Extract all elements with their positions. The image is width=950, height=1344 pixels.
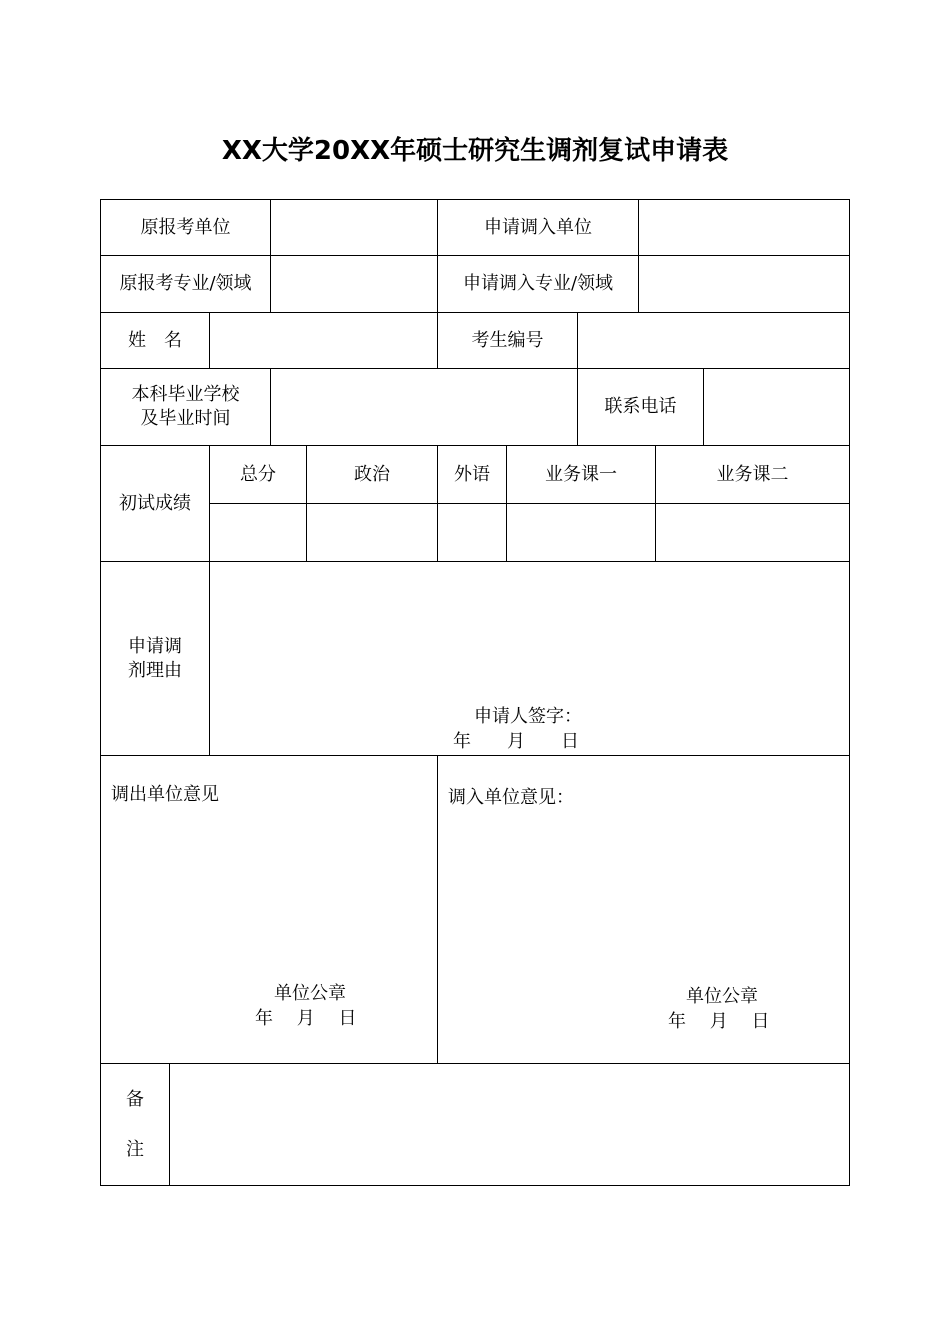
reason-label-line2: 剂理由 [128,659,182,681]
name-label: 姓 名 [128,329,182,351]
score-subject-two-field[interactable] [656,504,849,561]
phone-label: 联系电话 [604,396,677,417]
score-header-total: 总分 [240,463,276,485]
score-header-subject-two: 业务课二 [716,463,789,485]
exam-no-label: 考生编号 [471,329,544,351]
apply-major-label: 申请调入专业/领域 [462,273,614,294]
remark-label-char1: 备 [126,1089,144,1110]
applicant-date: 年 月 日 [453,731,579,752]
apply-major-field[interactable] [639,256,849,312]
page-title: XX大学20XX年硕士研究生调剂复试申请表 [221,136,729,166]
orig-major-field[interactable] [271,256,437,312]
score-label: 初试成绩 [119,492,191,514]
undergrad-label-line2: 及毕业时间 [140,408,231,429]
score-politics-field[interactable] [307,504,437,561]
reason-field[interactable] [210,562,849,702]
apply-unit-label: 申请调入单位 [484,216,592,238]
score-header-politics: 政治 [354,463,390,485]
name-field[interactable] [210,313,437,368]
in-unit-date: 年 月 日 [668,1011,770,1032]
in-unit-seal-label: 单位公章 [686,986,758,1007]
score-total-field[interactable] [210,504,306,561]
phone-field[interactable] [704,369,849,445]
undergrad-label-line1: 本科毕业学校 [131,384,240,405]
reason-label [101,562,209,755]
remark-field[interactable] [170,1064,849,1185]
score-foreign-language-field[interactable] [438,504,506,561]
score-header-foreign-language: 外语 [454,463,490,485]
undergrad-label [101,369,270,445]
out-unit-seal-label: 单位公章 [274,983,346,1004]
orig-unit-label: 原报考单位 [140,216,231,238]
reason-label-line1: 申请调 [128,635,182,657]
out-unit-opinion-label: 调出单位意见 [111,784,219,805]
in-unit-opinion-label: 调入单位意见： [448,787,574,808]
score-header-subject-one: 业务课一 [545,463,617,485]
exam-no-field[interactable] [578,313,849,368]
applicant-signature-label: 申请人签字： [474,706,582,727]
apply-unit-field[interactable] [639,200,849,255]
remark-label-char2: 注 [126,1139,144,1160]
score-subject-one-field[interactable] [507,504,655,561]
out-unit-date: 年 月 日 [255,1008,357,1029]
orig-unit-field[interactable] [271,200,437,255]
undergrad-field[interactable] [271,369,577,445]
orig-major-label: 原报考专业/领域 [119,273,252,294]
